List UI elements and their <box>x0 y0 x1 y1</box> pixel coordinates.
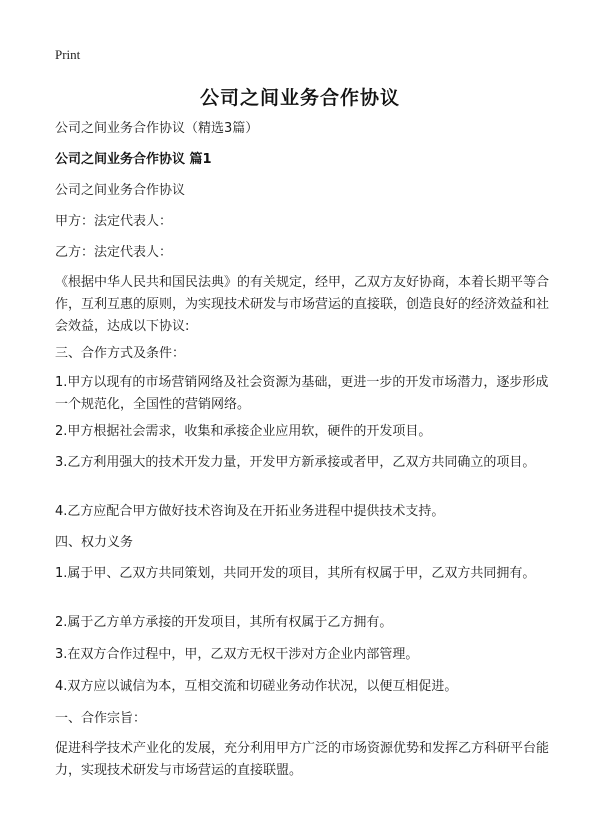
paragraph: 三、合作方式及条件： <box>55 346 186 361</box>
paragraph: 1.甲方以现有的市场营销网络及社会资源为基础，更进一步的开发市场潜力，逐步形成一个规范化，全国性的营销网络。 <box>55 375 549 412</box>
paragraph: 促进科学技术产业化的发展，充分利用甲方广泛的市场资源优势和发挥乙方科研平台能力，实现技术研发与市场营运的直接联盟。 <box>55 741 550 778</box>
paragraph: 四、权力义务 <box>55 535 134 550</box>
document-subtitle: 公司之间业务合作协议（精选3篇） <box>55 121 259 136</box>
paragraph: 一、合作宗旨： <box>55 711 147 726</box>
print-link[interactable]: Print <box>55 47 81 62</box>
paragraph: 3.乙方利用强大的技术开发力量，开发甲方新承接或者甲，乙双方共同确立的项目。 <box>55 455 536 470</box>
paragraph: 2.属于乙方单方承接的开发项目，其所有权属于乙方拥有。 <box>55 615 393 630</box>
paragraph: 1.属于甲、乙双方共同策划，共同开发的项目，其所有权属于甲，乙双方共同拥有。 <box>55 566 536 581</box>
paragraph: 2.甲方根据社会需求，收集和承接企业应用软，硬件的开发项目。 <box>55 424 432 439</box>
paragraph: 公司之间业务合作协议 <box>55 183 186 198</box>
section-heading: 公司之间业务合作协议 篇1 <box>55 152 212 167</box>
paragraph: 《根据中华人民共和国民法典》的有关规定，经甲，乙双方友好协商，本着长期平等合作，互利互惠的原则，为实现技术研发与市场营运的直接联，创造良好的经济效益和社会效益，达成以下协议: <box>55 275 550 334</box>
paragraph: 4.乙方应配合甲方做好技术咨询及在开拓业务进程中提供技术支持。 <box>55 504 445 519</box>
document-title: 公司之间业务合作协议 <box>199 87 400 109</box>
paragraph: 甲方：法定代表人： <box>55 214 173 229</box>
paragraph: 3.在双方合作过程中，甲，乙双方无权干涉对方企业内部管理。 <box>55 647 419 662</box>
paragraph: 乙方：法定代表人： <box>55 245 173 260</box>
paragraph: 4.双方应以诚信为本，互相交流和切磋业务动作状况，以便互相促进。 <box>55 679 458 694</box>
